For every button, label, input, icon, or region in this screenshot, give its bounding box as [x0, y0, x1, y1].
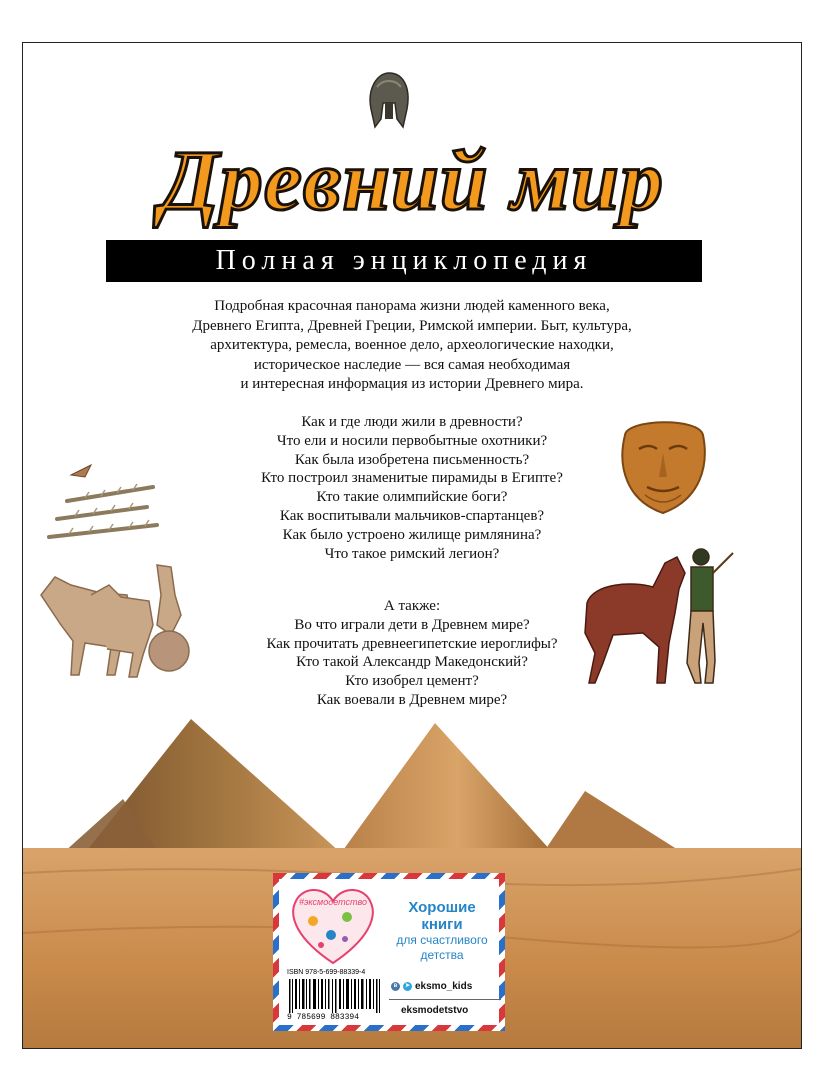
- hashtag-text: #эксмодетство: [298, 897, 368, 907]
- slogan: [383, 899, 501, 963]
- arrowheads-image: [35, 463, 165, 543]
- questions-list: [173, 413, 651, 563]
- vk-icon: в: [391, 982, 400, 991]
- intro-line: Подробная красочная панорама жизни людей каменного века,: [214, 298, 610, 314]
- horse-warrior-image: [573, 543, 753, 693]
- intro-text: [83, 297, 741, 395]
- book-subtitle: Полная энциклопедия: [106, 240, 702, 282]
- intro-line: Древнего Египта, Древней Греции, Римской империи. Быт, культура,: [192, 317, 632, 334]
- social-row: [391, 981, 472, 992]
- slogan-line: детства: [420, 948, 464, 962]
- question-item: Как воевали в Древнем мире?: [316, 691, 508, 708]
- heart-logo-icon: [287, 883, 379, 969]
- question-item: Кто построил знаменитые пирамиды в Египте?: [261, 470, 563, 487]
- question-item: Что такое римский легион?: [324, 545, 500, 562]
- divider: [389, 999, 501, 1000]
- isbn-text: ISBN 978-5-699-88339-4: [287, 969, 366, 976]
- intro-line: историческое наследие — вся самая необходимая: [253, 356, 571, 373]
- slogan-line: для счастливого: [396, 933, 488, 947]
- publisher-badge: [273, 873, 505, 1031]
- slogan-line: книги: [421, 916, 463, 933]
- question-item: Кто изобрел цемент?: [345, 673, 479, 690]
- gold-mask-image: [615, 415, 711, 517]
- intro-line: и интересная информация из истории Древнего мира.: [240, 376, 584, 392]
- chariot-figurine-image: [31, 555, 201, 685]
- question-item: Как и где люди жили в древности?: [301, 414, 523, 430]
- question-item: Во что играли дети в Древнем мире?: [294, 616, 530, 633]
- question-item: Как воспитывали мальчиков-спартанцев?: [279, 507, 545, 524]
- barcode-number: 9 785699 883394: [287, 1013, 360, 1022]
- book-title: Древний мир: [160, 132, 664, 228]
- barcode-icon: [287, 979, 383, 1013]
- question-item: Как была изобретена письменность?: [294, 451, 530, 468]
- question-item: Как было устроено жилище римлянина?: [282, 526, 542, 543]
- back-cover: [22, 42, 802, 1049]
- website-text: eksmodetstvo: [401, 1005, 469, 1016]
- telegram-icon: ➤: [404, 983, 411, 989]
- intro-line: архитектура, ремесла, военное дело, археологические находки,: [210, 337, 614, 353]
- question-item: Кто такие олимпийские боги?: [316, 489, 508, 506]
- also-heading: А также:: [383, 598, 441, 614]
- social-handle: eksmo_kids: [415, 981, 473, 992]
- slogan-line: Хорошие: [408, 899, 476, 916]
- question-item: Что ели и носили первобытные охотники?: [276, 432, 548, 449]
- question-item: Как прочитать древнеегипетские иероглифы?: [266, 635, 558, 652]
- question-item: Кто такой Александр Македонский?: [296, 654, 528, 671]
